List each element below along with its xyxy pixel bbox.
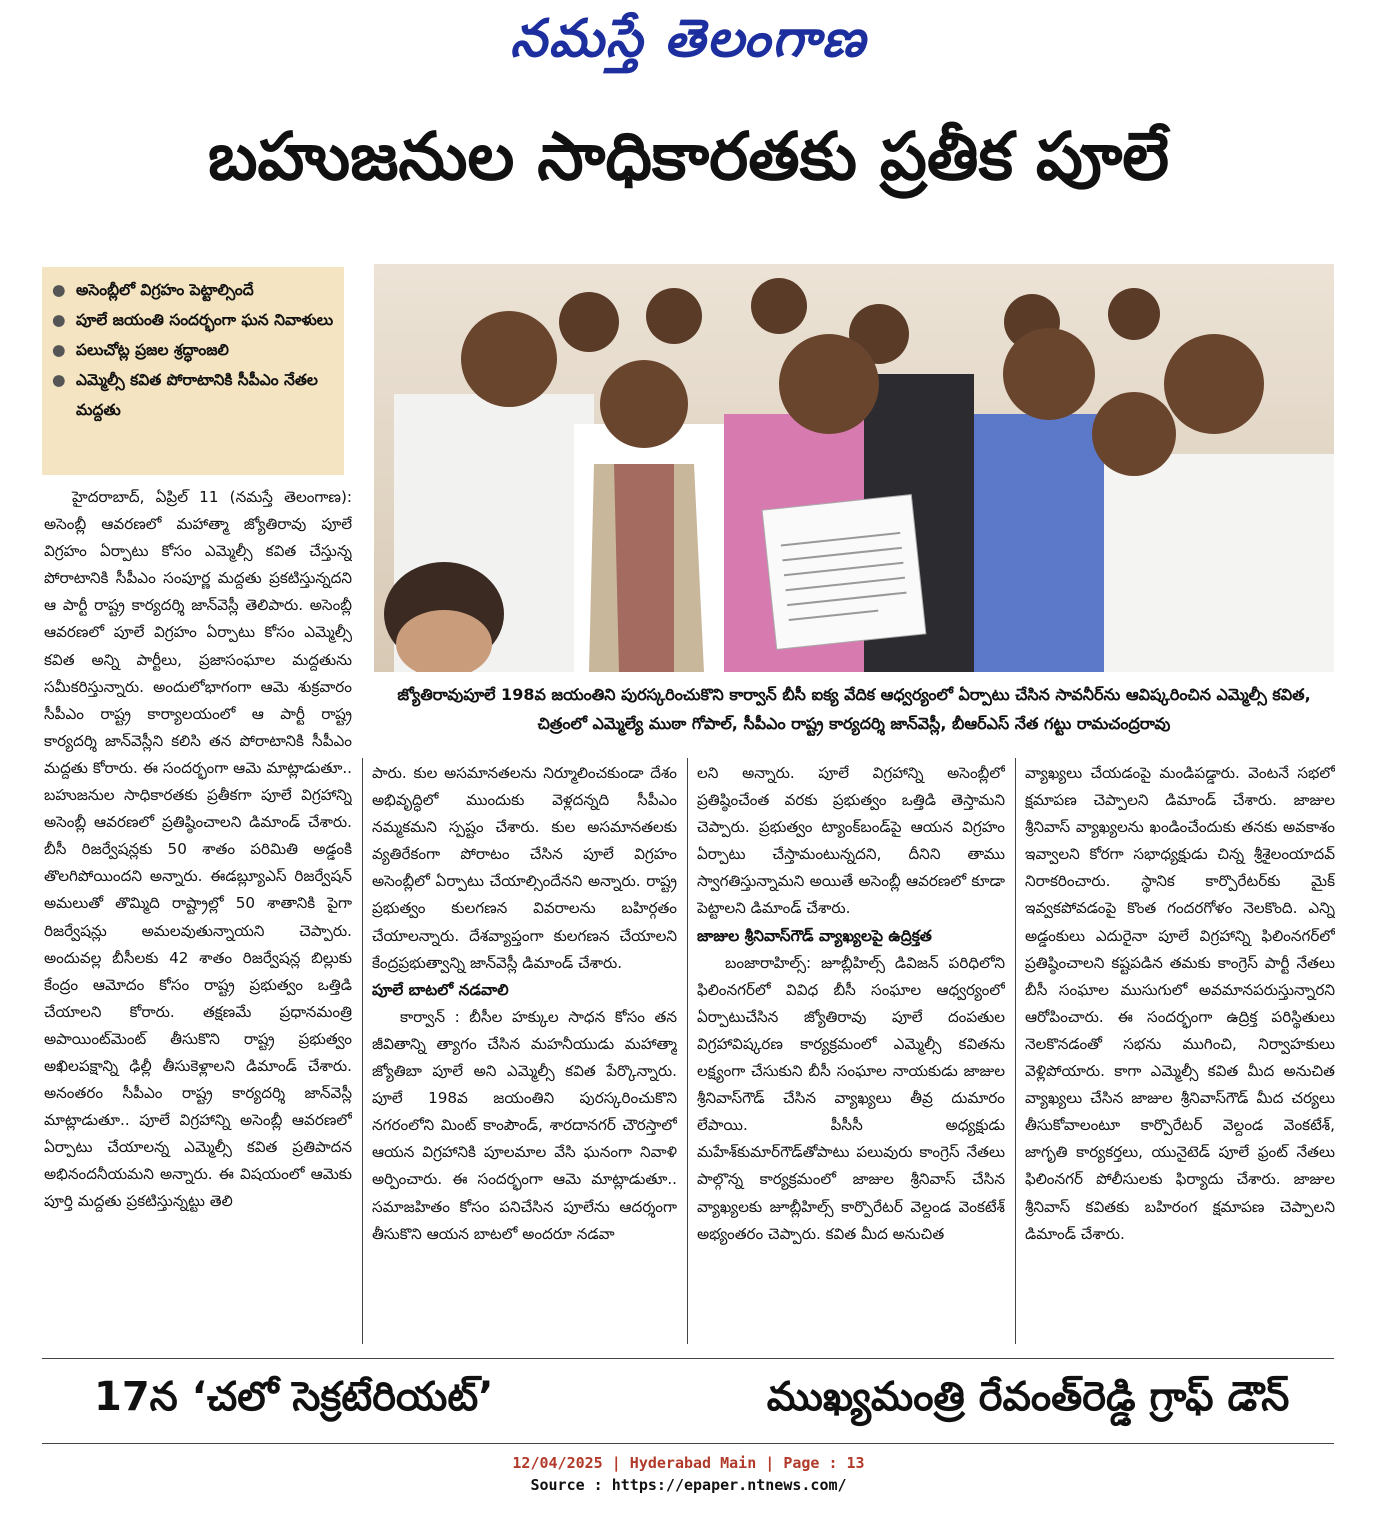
- column-divider: [1015, 758, 1016, 1344]
- article-column-2: [372, 760, 677, 1346]
- page-footer: [0, 1452, 1377, 1496]
- highlight-text: ఎమ్మెల్సీ కవిత పోరాటానికి సీపీఎం నేతల మద్దతు: [76, 371, 318, 419]
- highlight-item: [52, 275, 338, 305]
- bullet-icon: ●: [52, 311, 66, 329]
- article-paragraph: వ్యాఖ్యలు చేయడంపై మండిపడ్డారు. వెంటనే సభలో క్షమాపణ చెప్పాలని డిమాండ్ చేశారు. జాజుల శ్రీనివాస్ వ్యాఖ్యలను ఖండించేందుకు తనకు అవకాశం ఇవ్వాలని కోరగా సభాధ్యక్షుడు చిన్న శ్రీశైలంయాదవ్ నిరాకరించారు. స్థానిక కార్పొరేటర్‌కు మైక్ ఇవ్వకపోవడంపై కొంత గందరగోళం నెలకొంది. ఎన్ని అడ్డంకులు ఎదురైనా పూలే విగ్రహాన్ని ఫిలింనగర్‌లో ప్రతిష్ఠించాలని కష్టపడిన తమకు కాంగ్రెస్ పార్టీ నేతలు బీసీ సంఘాల ముసుగులో అవమానపరుస్తున్నారని ఆరోపించారు. ఈ సందర్భంగా ఉద్రిక్త పరిస్థితులు నెలకొనడంతో సభను ముగించి, నిర్వాహకులు వెళ్లిపోయారు. కాగా ఎమ్మెల్సీ కవిత మీద అనుచిత వ్యాఖ్యలు చేసిన జాజుల శ్రీనివాస్‌గౌడ్ మీద చర్యలు తీసుకోవాలంటూ కార్పొరేటర్ వెల్దండ వెంకటేశ్, జాగృతి కార్యకర్తలు, యునైటెడ్ పూలే ఫ్రంట్ నేతలు ఫిలింనగర్ పోలీసులకు ఫిర్యాదు చేశారు. జాజుల శ్రీనివాస్ కవితకు బహిరంగ క్షమాపణ చెప్పాలని డిమాండ్ చేశారు.: [1025, 764, 1335, 1243]
- article-column-4: [1025, 760, 1335, 1346]
- highlight-text: పలుచోట్ల ప్రజల శ్రద్ధాంజలి: [76, 341, 229, 359]
- highlight-text: పూలే జయంతి సందర్భంగా ఘన నివాళులు: [76, 311, 334, 329]
- section-divider: [42, 1443, 1334, 1444]
- highlight-item: [52, 305, 338, 335]
- edition-info: 12/04/2025 | Hyderabad Main | Page : 13: [512, 1454, 865, 1472]
- photo-caption: జ్యోతిరావుపూలే 198వ జయంతిని పురస్కరించుకొని కార్వాన్ బీసీ ఐక్య వేదిక ఆధ్వర్యంలో ఏర్పాటు చేసిన సావనీర్‌ను ఆవిష్కరించిన ఎమ్మెల్సీ కవిత, చిత్రంలో ఎమ్మెల్యే ముఠా గోపాల్, సీపీఎం రాష్ట్ర కార్యదర్శి జాన్‌వెస్లీ, బీఆర్ఎస్ నేత గట్టు రామచంద్రరావు: [397, 685, 1311, 733]
- article-column-1: [44, 484, 352, 1346]
- highlight-text: అసెంబ్లీలో విగ్రహం పెట్టాల్సిందే: [76, 281, 254, 299]
- column-divider: [687, 758, 688, 1344]
- article-headline: బహుజనుల సాధికారతకు ప్రతీక పూలే: [207, 118, 1170, 195]
- bullet-icon: ●: [52, 371, 66, 389]
- section-divider: [42, 1358, 1334, 1359]
- article-paragraph: లని అన్నారు. పూలే విగ్రహాన్ని అసెంబ్లీలో ప్రతిష్ఠించేంత వరకు ప్రభుత్వం ఒత్తిడి తెస్తామని చెప్పారు. ప్రభుత్వం ట్యాంక్‌బండ్‌పై ఆయన విగ్రహం ఏర్పాటు చేస్తామంటున్నదని, దీనిని తాము స్వాగతిస్తున్నామని అయితే అసెంబ్లీ ఆవరణలో కూడా పెట్టాలని డిమాండ్ చేశారు.: [697, 764, 1005, 918]
- bullet-icon: ●: [52, 341, 66, 359]
- related-headline-right: ముఖ్యమంత్రి రేవంత్‌రెడ్డి గ్రాఫ్ డౌన్: [766, 1374, 1290, 1420]
- group-photo-illustration: [374, 264, 1334, 672]
- article-column-3: [697, 760, 1005, 1346]
- article-paragraph: బంజారాహిల్స్: జూబ్లీహిల్స్ డివిజన్ పరిధిలోని ఫిలింనగర్‌లో వివిధ బీసీ సంఘాల ఆధ్వర్యంలో ఏర్పాటుచేసిన జ్యోతిరావు పూలే దంపతుల విగ్రహావిష్కరణ కార్యక్రమంలో ఎమ్మెల్సీ కవితను లక్ష్యంగా చేసుకుని బీసీ సంఘాల నాయకుడు జాజుల శ్రీనివాస్‌గౌడ్ చేసిన వ్యాఖ్యలు తీవ్ర దుమారం లేపాయి. పీసీసీ అధ్యక్షుడు మహేశ్‌కుమార్‌గౌడ్‌తోపాటు పలువురు కాంగ్రెస్ నేతలు పాల్గొన్న కార్యక్రమంలో జాజుల శ్రీనివాస్ చేసిన వ్యాఖ్యలకు జూబ్లీహిల్స్ కార్పొరేటర్ వెల్దండ వెంకటేశ్ అభ్యంతరం చెప్పారు. కవిత మీద అనుచిత: [697, 953, 1005, 1243]
- source-link[interactable]: Source : https://epaper.ntnews.com/: [530, 1476, 847, 1494]
- highlight-item: [52, 365, 338, 425]
- section-subheading: పూలే బాటలో నడవాలి: [372, 980, 509, 999]
- column-divider: [362, 758, 363, 1344]
- highlight-item: [52, 335, 338, 365]
- news-photo: [374, 264, 1334, 672]
- article-paragraph: పారు. కుల అసమానతలను నిర్మూలించకుండా దేశం అభివృద్ధిలో ముందుకు వెళ్లదన్నది సీపీఎం నమ్మకమని స్పష్టం చేశారు. కుల అసమానతలకు వ్యతిరేకంగా పోరాటం చేసిన పూలే విగ్రహం అసెంబ్లీలో ఏర్పాటు చేయాల్సిందేనని అన్నారు. రాష్ట్ర ప్రభుత్వం కులగణన వివరాలను బహిర్గతం చేయాలన్నారు. దేశవ్యాప్తంగా కులగణన చేయాలని కేంద్రప్రభుత్వాన్ని జాన్‌వెస్లీ డిమాండ్ చేశారు.: [372, 764, 677, 972]
- highlights-box: [42, 267, 344, 475]
- document-held: [762, 495, 926, 650]
- article-paragraph: హైదరాబాద్, ఏప్రిల్ 11 (నమస్తే తెలంగాణ): అసెంబ్లీ ఆవరణలో మహాత్మా జ్యోతిరావు పూలే విగ్రహం ఏర్పాటు కోసం ఎమ్మెల్సీ కవిత చేస్తున్న పోరాటానికి సీపీఎం సంపూర్ణ మద్దతు ప్రకటిస్తున్నదని ఆ పార్టీ రాష్ట్ర కార్యదర్శి జాన్‌వెస్లీ తెలిపారు. అసెంబ్లీ ఆవరణలో పూలే విగ్రహం ఏర్పాటు కోసం ఎమ్మెల్సీ కవిత అన్ని పార్టీలు, ప్రజాసంఘాల మద్దతును సమీకరిస్తున్నారు. అందులోభాగంగా ఆమె శుక్రవారం సీపీఎం రాష్ట్ర కార్యాలయంలో ఆ పార్టీ రాష్ట్ర కార్యదర్శి జాన్‌వెస్లీని కలిసి తన పోరాటానికి సీపీఎం మద్దతు కోరారు. ఈ సందర్భంగా ఆమె మాట్లాడుతూ.. బహుజనుల సాధికారతకు ప్రతీకగా పూలే విగ్రహాన్ని అసెంబ్లీ ఆవరణలో ప్రతిష్ఠించాలని డిమాండ్ చేశారు. బీసీ రిజర్వేషన్లకు 50 శాతం పరిమితి అడ్డంకి తొలగిపోయిందని అన్నారు. ఈడబ్ల్యూఎస్ రిజర్వేషన్ అమలుతో తొమ్మిది రాష్ట్రాల్లో 50 శాతానికి పైగా రిజర్వేషన్లు అమలవుతున్నాయని చెప్పారు. అందువల్ల బీసీలకు 42 శాతం రిజర్వేషన్ల బిల్లుకు కేంద్రం ఆమోదం కోసం రాష్ట్ర ప్రభుత్వం ఒత్తిడి చేయాలని కోరారు. తక్షణమే ప్రధానమంత్రి అపాయింట్‌మెంట్ తీసుకొని రాష్ట్ర ప్రభుత్వం అఖిలపక్షాన్ని ఢిల్లీ తీసుకెళ్లాలని డిమాండ్ చేశారు. అనంతరం సీపీఎం రాష్ట్ర కార్యదర్శి జాన్‌వెస్లీ మాట్లాడుతూ.. పూలే విగ్రహాన్ని అసెంబ్లీ ఆవరణలో ఏర్పాటు చేయాలన్న ఎమ్మెల్సీ కవిత ప్రతిపాదన అభినందనీయమని అన్నారు. ఈ విషయంలో ఆమెకు పూర్తి మద్దతు ప్రకటిస్తున్నట్టు తెలి: [44, 488, 352, 1211]
- newspaper-masthead: నమస్తే తెలంగాణ: [510, 8, 867, 69]
- section-subheading: జాజుల శ్రీనివాస్‌గౌడ్ వ్యాఖ్యలపై ఉద్రిక్తత: [697, 926, 932, 945]
- related-headline-left: 17న ‘చలో సెక్రటేరియట్’: [94, 1374, 494, 1420]
- bottom-headlines: [42, 1370, 1334, 1440]
- bullet-icon: ●: [52, 281, 66, 299]
- article-paragraph: కార్వాన్ : బీసీల హక్కుల సాధన కోసం తన జీవితాన్ని త్యాగం చేసిన మహనీయుడు మహాత్మా జ్యోతిబా పూలే అని ఎమ్మెల్సీ కవిత పేర్కొన్నారు. పూలే 198వ జయంతిని పురస్కరించుకొని నగరంలోని మింట్ కాంపౌండ్, శారదానగర్ చౌరస్తాలో ఆయన విగ్రహానికి పూలమాల వేసి ఘనంగా నివాళి అర్పించారు. ఈ సందర్భంగా ఆమె మాట్లాడుతూ.. సమాజహితం కోసం పనిచేసిన పూలేను ఆదర్శంగా తీసుకొని ఆయన బాటలో అందరూ నడవా: [372, 1007, 677, 1243]
